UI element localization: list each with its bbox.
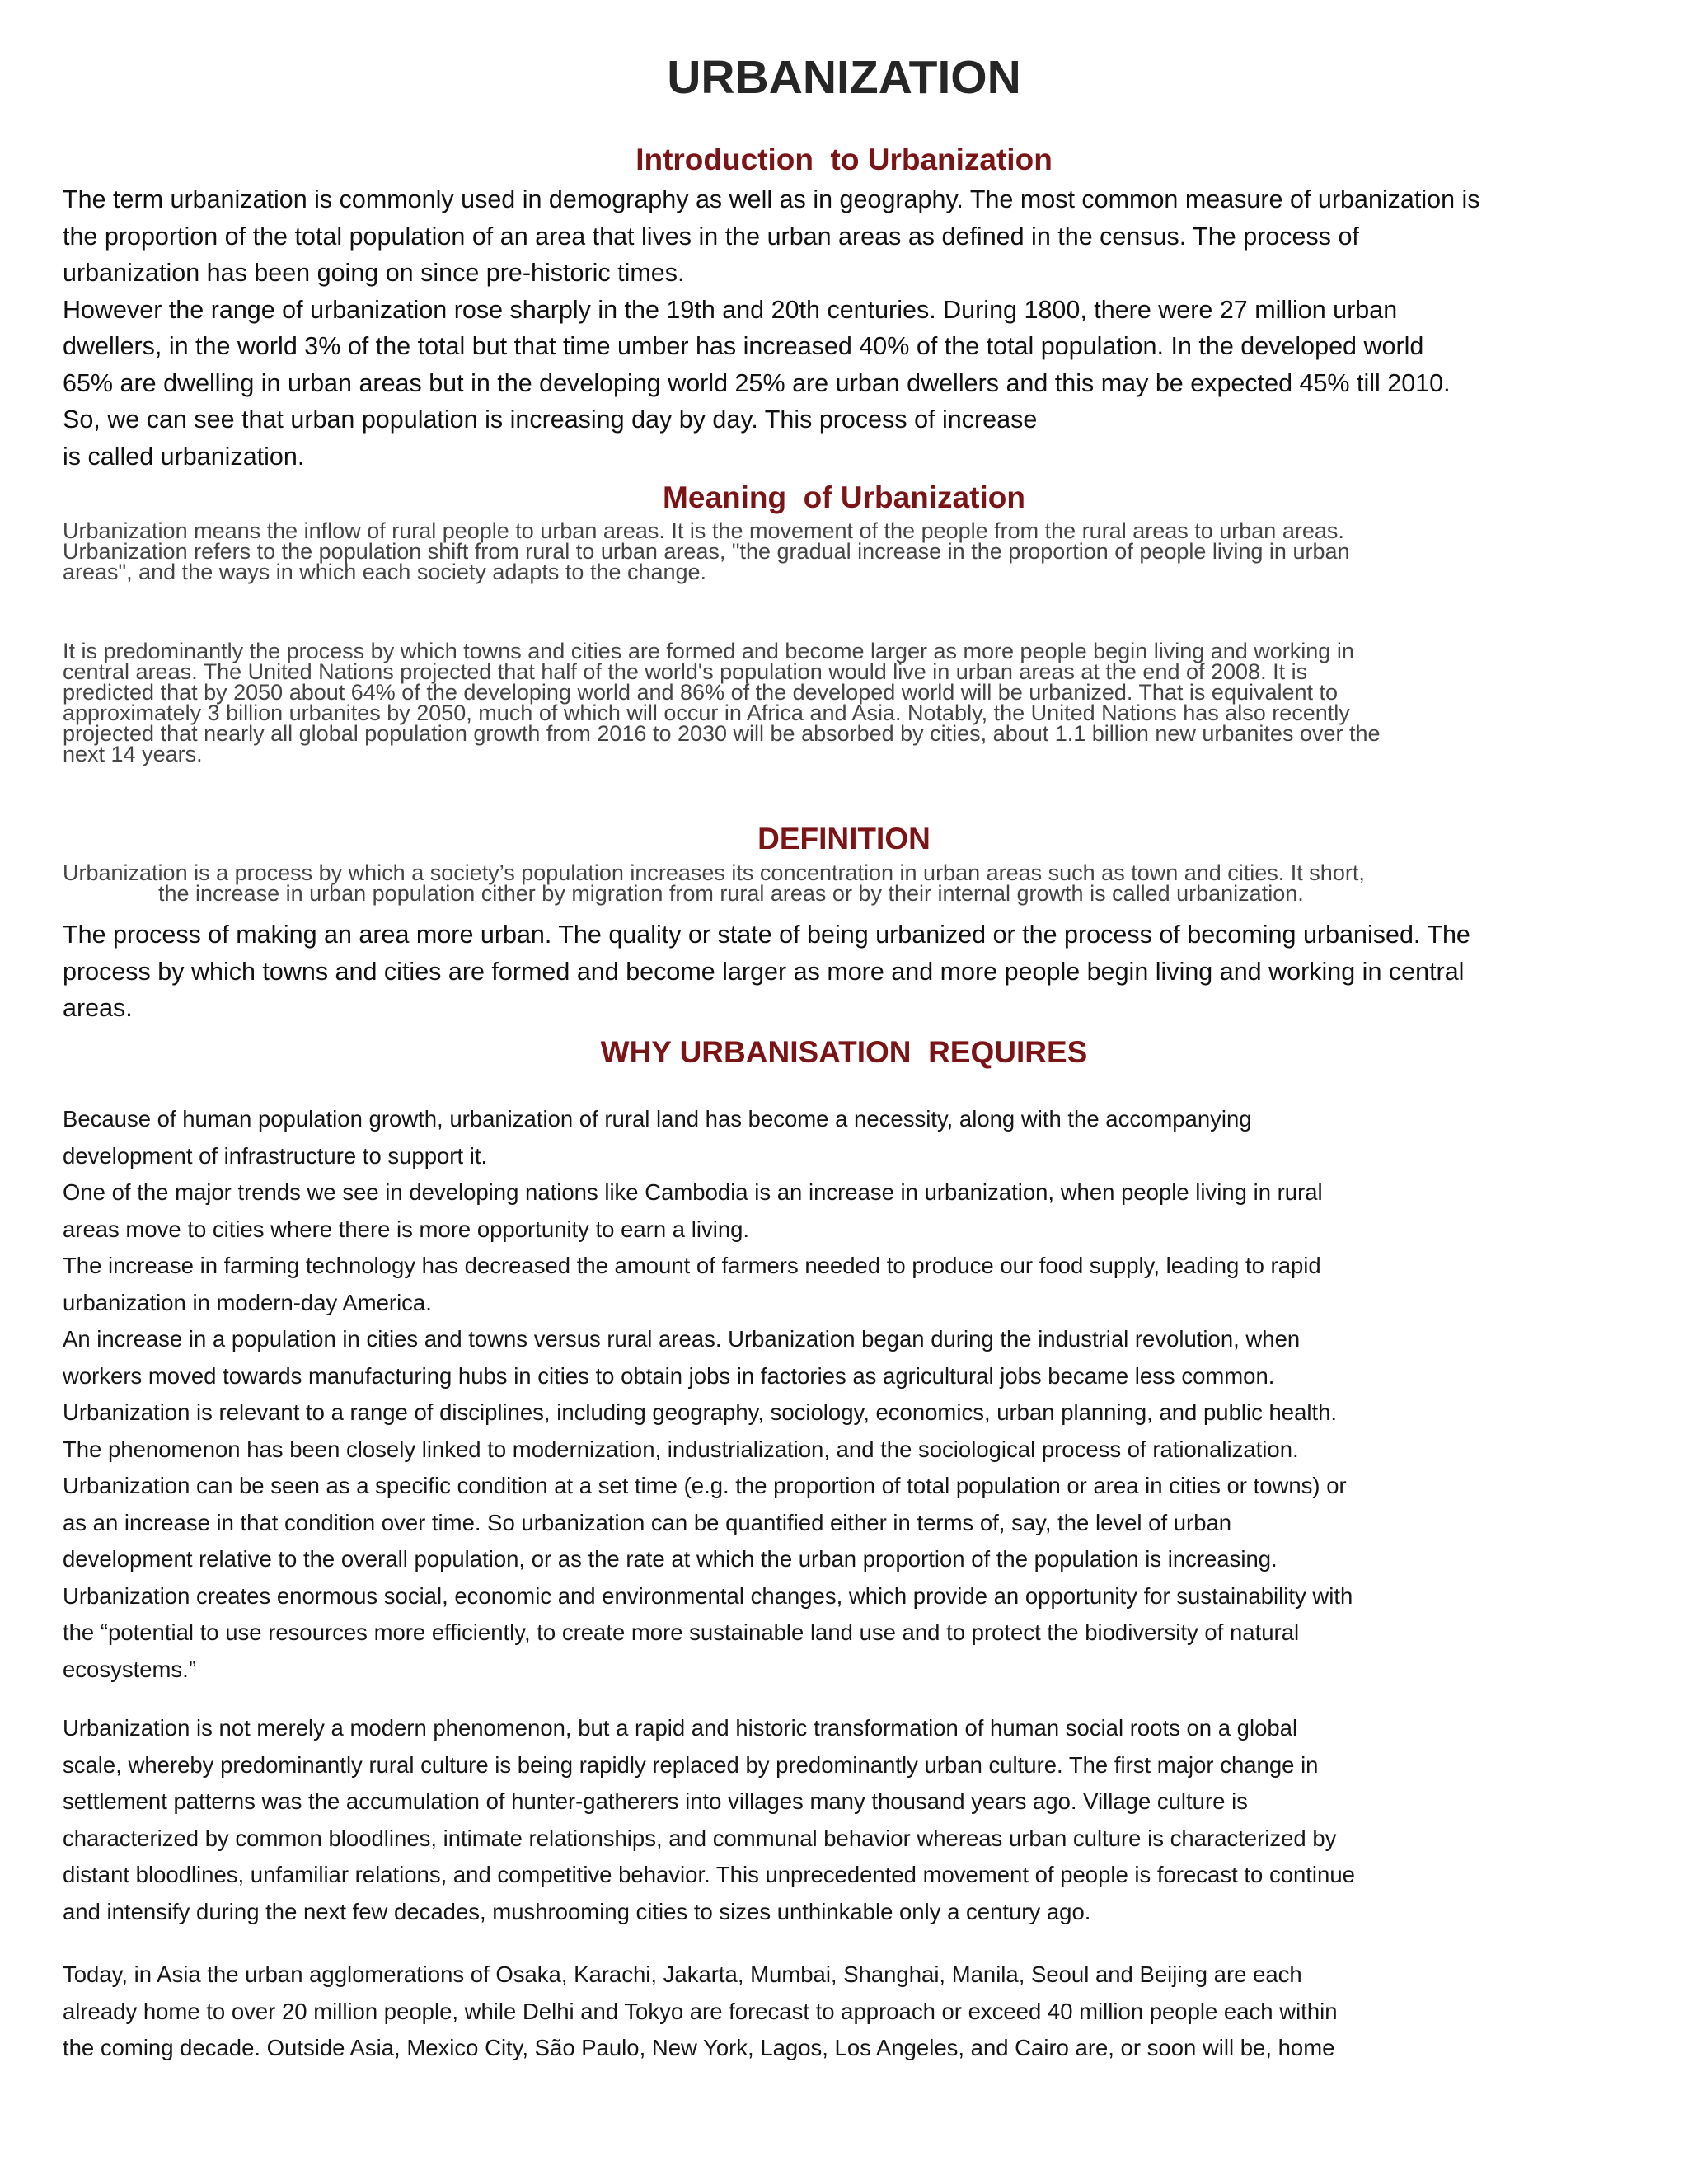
text-line: urbanization in modern-day America. (63, 1289, 432, 1315)
text-line: next 14 years. (63, 742, 203, 766)
text-line: projected that nearly all global population growth from 2016 to 2030 will be absorbed by cities, about 1.1 billion new urbanites over the (63, 721, 1381, 746)
text-line: Urbanization creates enormous social, economic and environmental changes, which provide an opportunity for sustainability with (63, 1582, 1353, 1609)
text-line: An increase in a population in cities and towns versus rural areas. Urbanization began during the industrial revolution, when (63, 1326, 1301, 1352)
why-paragraph-1 (63, 1101, 1637, 1688)
text-line: Because of human population growth, urbanization of rural land has become a necessity, along with the accompanying (63, 1106, 1252, 1132)
text-line: Today, in Asia the urban agglomerations of Osaka, Karachi, Jakarta, Mumbai, Shanghai, Manila, Seoul and Beijing are each (63, 1961, 1302, 1987)
text-line: Urbanization is relevant to a range of disciplines, including geography, sociology, economics, urban planning, and public health. (63, 1399, 1338, 1425)
definition-paragraph (63, 916, 1629, 1027)
text-line: 65% are dwelling in urban areas but in the developing world 25% are urban dwellers and this may be expected 45% till 2010. (63, 368, 1451, 397)
text-line: The process of making an area more urban. The quality or state of being urbanized or the process of becoming urbanised. The (63, 921, 1470, 949)
text-line: development relative to the overall population, or as the rate at which the urban proportion of the population is increasing. (63, 1546, 1278, 1572)
text-line: dwellers, in the world 3% of the total but that time umber has increased 40% of the total population. In the developed world (63, 332, 1424, 360)
text-line: areas", and the ways in which each society adapts to the change. (63, 560, 707, 584)
text-line: as an increase in that condition over time. So urbanization can be quantified either in terms of, say, the level of urban (63, 1509, 1232, 1535)
meaning-paragraph-2 (63, 641, 1637, 765)
text-line: predicted that by 2050 about 64% of the developing world and 86% of the developed world will be urbanized. That is equivalent to (63, 680, 1339, 705)
text-line: scale, whereby predominantly rural culture is being rapidly replaced by predominantly urban culture. The first major change in (63, 1751, 1319, 1778)
text-line: the “potential to use resources more efficiently, to create more sustainable land use and to protect the biodiversity of natural (63, 1619, 1300, 1645)
text-line: So, we can see that urban population is increasing day by day. This process of increase (63, 405, 1038, 434)
text-line: already home to over 20 million people, while Delhi and Tokyo are forecast to approach or exceed 40 million people each within (63, 1998, 1338, 2024)
text-line: areas move to cities where there is more opportunity to earn a living. (63, 1216, 750, 1242)
text-line: central areas. The United Nations projected that half of the world's population would live in urban areas at the end of 2008. It is (63, 659, 1308, 684)
text-line: Urbanization is not merely a modern phenomenon, but a rapid and historic transformation of human social roots on a global (63, 1715, 1298, 1741)
text-line: the coming decade. Outside Asia, Mexico City, São Paulo, New York, Lagos, Los Angeles, and Cairo are, or soon will be, home (63, 2035, 1335, 2060)
text-line: settlement patterns was the accumulation of hunter-gatherers into villages many thousand years ago. Village culture is (63, 1788, 1248, 1814)
text-line: is called urbanization. (63, 442, 305, 471)
text-line: The increase in farming technology has decreased the amount of farmers needed to produce our food supply, leading to rapid (63, 1253, 1321, 1278)
page-title: URBANIZATION (667, 51, 1021, 104)
heading-why-urbanisation: WHY URBANISATION REQUIRES (600, 1035, 1088, 1069)
text-line: The phenomenon has been closely linked to modernization, industrialization, and the sociological process of rationalization. (63, 1436, 1299, 1462)
text-line: urbanization has been going on since pre-historic times. (63, 259, 685, 287)
text-line: Urbanization refers to the population shift from rural to urban areas, "the gradual increase in the proportion of people living in urban (63, 539, 1350, 564)
text-line: areas. (63, 994, 133, 1022)
heading-introduction: Introduction to Urbanization (635, 143, 1053, 176)
text-line: The term urbanization is commonly used in demography as well as in geography. The most common measure of urbanization is (63, 185, 1480, 213)
text-line: and intensify during the next few decades, mushrooming cities to sizes unthinkable only a century ago. (63, 1898, 1091, 1924)
text-line: One of the major trends we see in developing nations like Cambodia is an increase in urbanization, when people living in rural (63, 1179, 1323, 1205)
meaning-paragraph-1 (63, 518, 1637, 584)
text-line: distant bloodlines, unfamiliar relations, and competitive behavior. This unprecedented movement of people is forecast to continue (63, 1862, 1355, 1887)
text-line: It is predominantly the process by which towns and cities are formed and become larger as more people begin living and working in (63, 639, 1354, 663)
text-line: Urbanization can be seen as a specific condition at a set time (e.g. the proportion of total population or area in cities or towns) or (63, 1473, 1347, 1498)
text-line: workers moved towards manufacturing hubs in cities to obtain jobs in factories as agricultural jobs became less common. (63, 1362, 1275, 1389)
text-line: characterized by common bloodlines, intimate relationships, and communal behavior whereas urban culture is characterized by (63, 1825, 1337, 1851)
why-paragraph-3 (63, 1957, 1637, 2067)
text-line: approximately 3 billion urbanites by 2050, much of which will occur in Africa and Asia. Notably, the United Nations has also recently (63, 701, 1350, 725)
text-line: the increase in urban population cither by migration from rural areas or by their internal growth is called urbanization. (158, 881, 1304, 906)
text-line: ecosystems.” (63, 1656, 196, 1682)
text-line: Urbanization is a process by which a society’s population increases its concentration in urban areas such as town and cities. It short, (63, 860, 1365, 885)
text-line: development of infrastructure to support it. (63, 1142, 488, 1169)
text-line: However the range of urbanization rose sharply in the 19th and 20th centuries. During 1800, there were 27 million urban (63, 295, 1398, 324)
why-paragraph-2 (63, 1710, 1637, 1930)
intro-paragraph (63, 181, 1629, 475)
text-line: the proportion of the total population of an area that lives in the urban areas as defined in the census. The process of (63, 222, 1359, 251)
text-line: Urbanization means the inflow of rural people to urban areas. It is the movement of the people from the rural areas to urban areas. (63, 518, 1344, 543)
heading-meaning: Meaning of Urbanization (663, 480, 1025, 514)
definition-gray-paragraph (63, 860, 1637, 906)
heading-definition: DEFINITION (757, 822, 931, 855)
text-line: process by which towns and cities are formed and become larger as more and more people begin living and working in central (63, 957, 1465, 986)
